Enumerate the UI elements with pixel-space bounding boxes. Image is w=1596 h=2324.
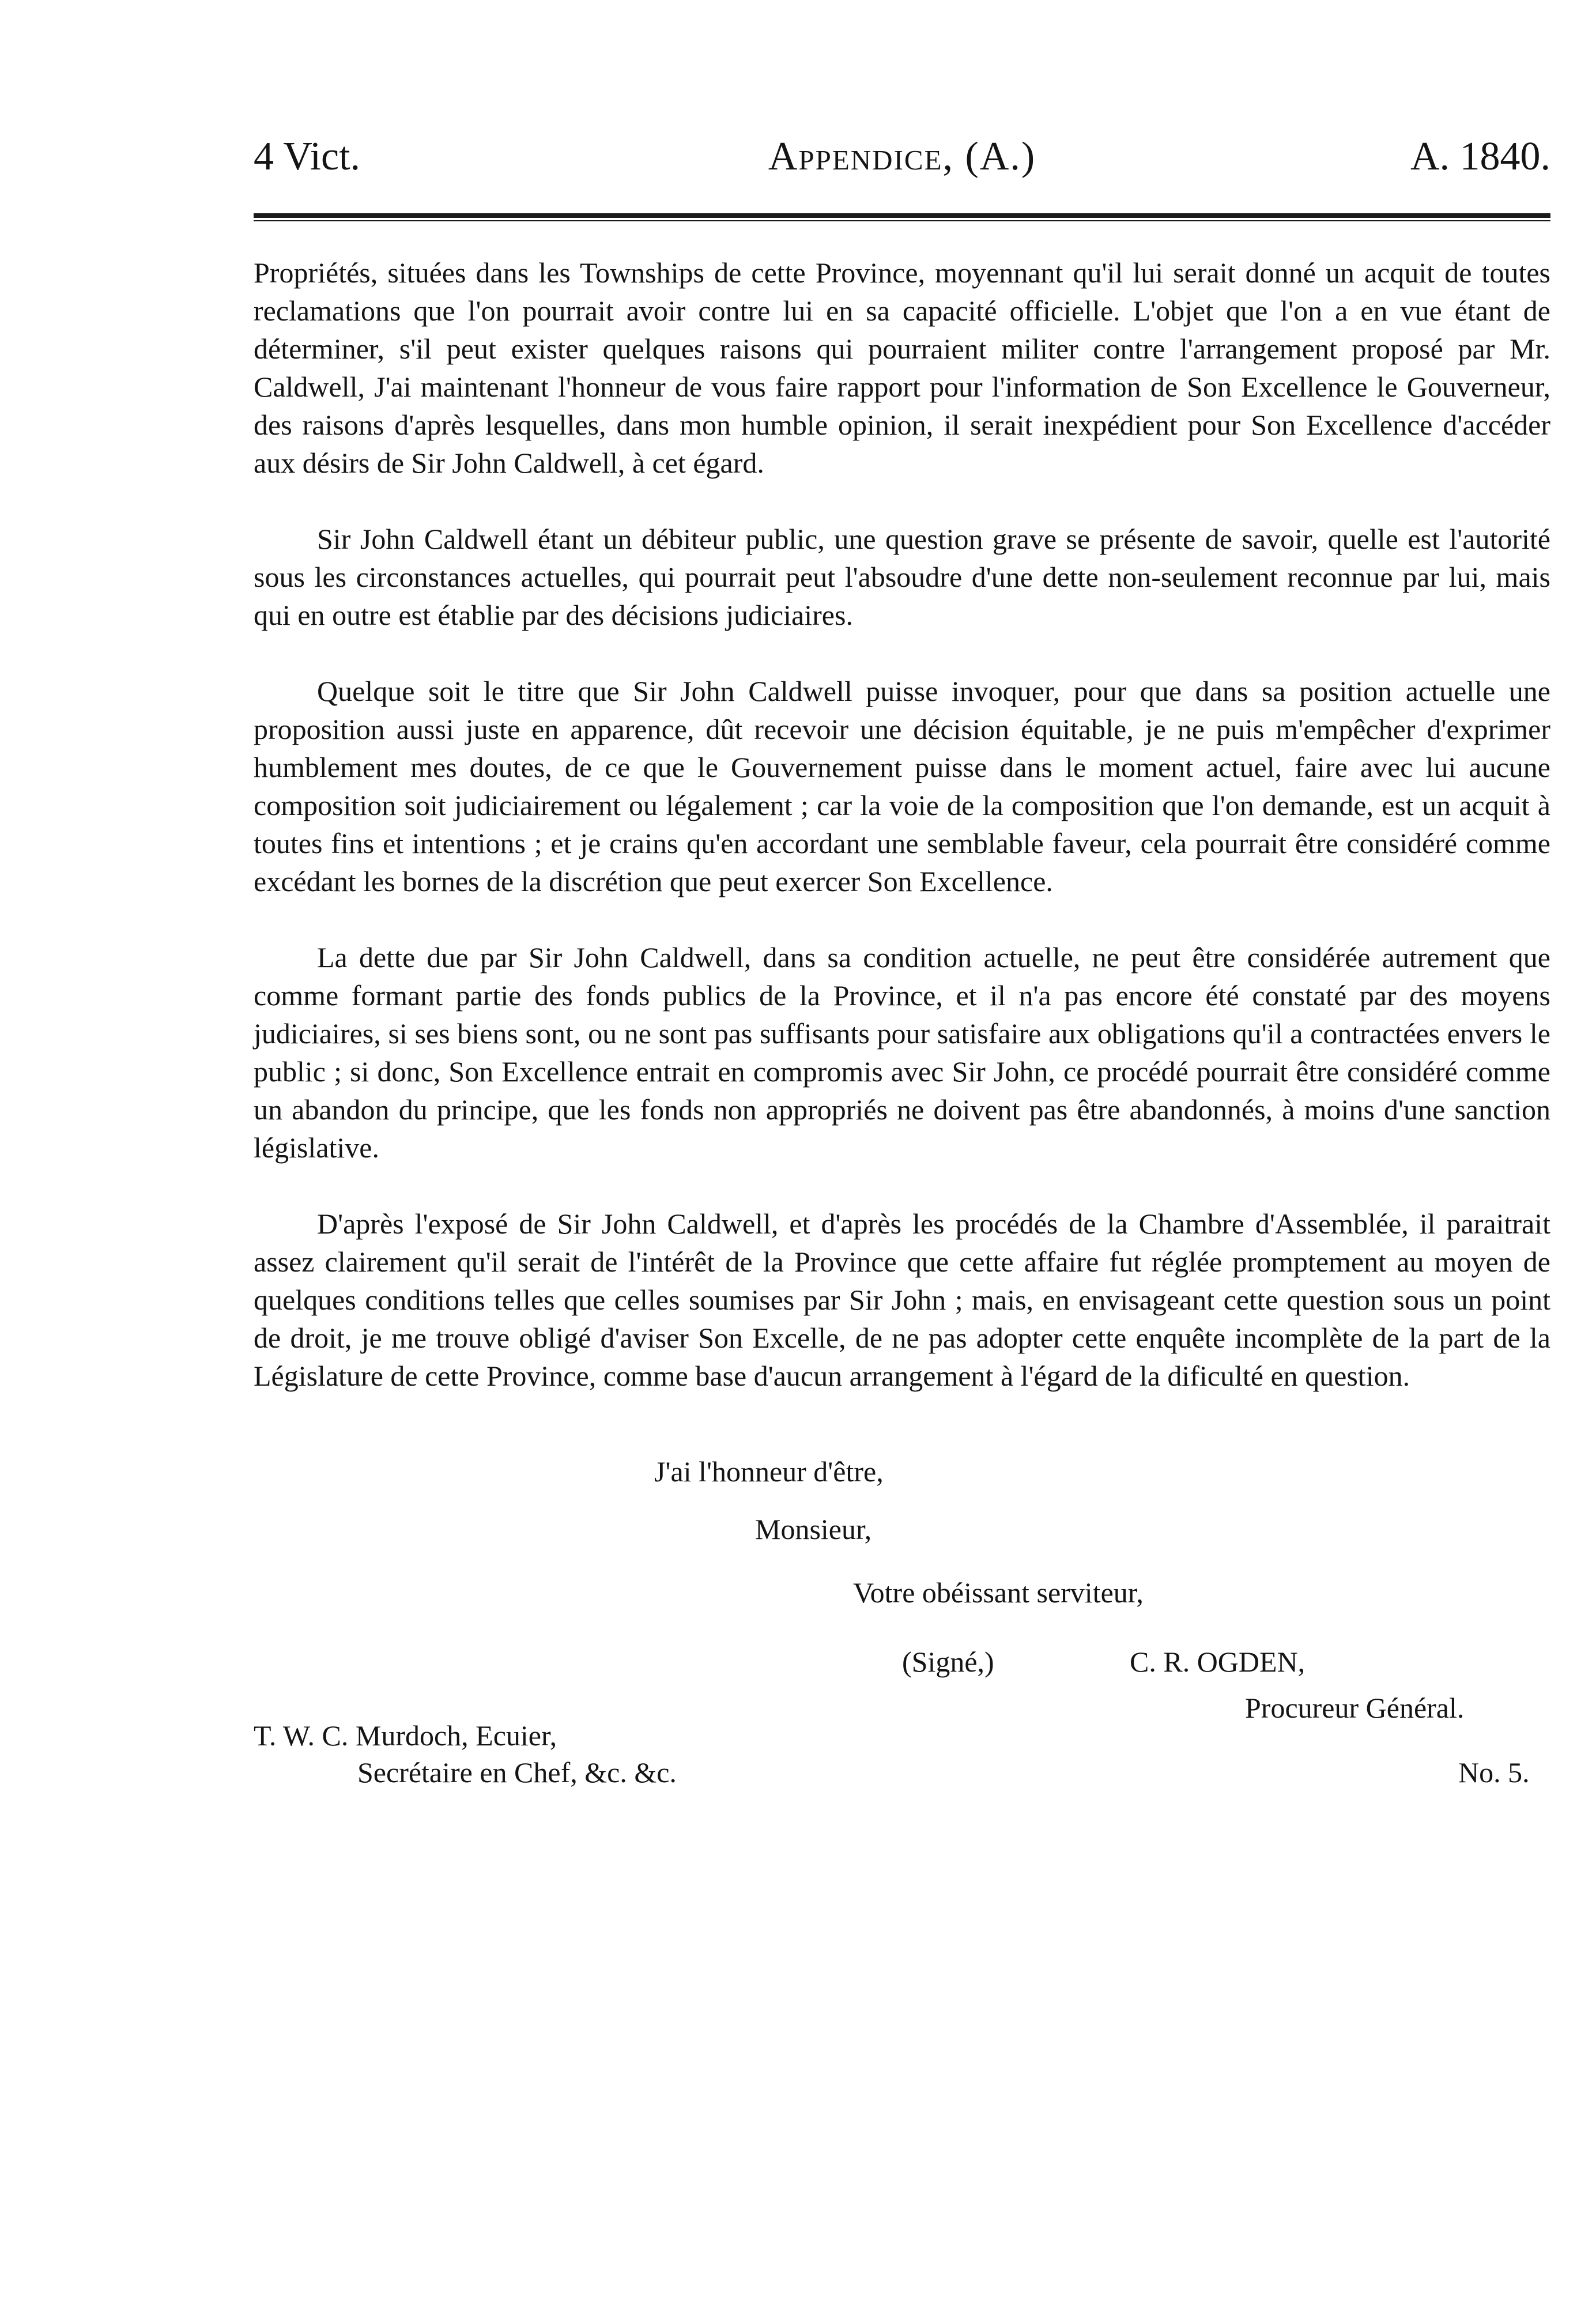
header-year: A. 1840. [1410, 134, 1550, 179]
header-regnal-year: 4 Vict. [254, 134, 361, 179]
paragraph: Quelque soit le titre que Sir John Caldwell puisse invoquer, pour que dans sa position actuelle une proposition aussi juste en apparence, dût recevoir une décision équitable, je ne puis m'empêcher d'exprimer humblement mes doutes, de ce que le Gouvernement puisse dans le moment actuel, faire avec lui aucune composition soit judiciairement ou légalement ; car la voie de la composition que l'on demande, est un acquit à toutes fins et intentions ; et je crains qu'en accordant une semblable faveur, cela pourrait être considéré comme excédant les bornes de la discrétion que peut exercer Son Excellence. [254, 675, 1550, 897]
paragraph: La dette due par Sir John Caldwell, dans sa condition actuelle, ne peut être considérée autrement que comme formant partie des fonds publics de la Province, et il n'a pas encore été constaté par des moyens judiciaires, si ses biens sont, ou ne sont pas suffisants pour satisfaire aux obligations qu'il a contractées envers le public ; si donc, Son Excellence entrait en compromis avec Sir John, ce procédé pourrait être considéré comme un abandon du principe, que les fonds non appropriés ne doivent pas être abandonnés, à moins d'une sanction législative. [254, 941, 1550, 1164]
letter-body [254, 254, 1550, 1433]
paragraph-continuation: Propriétés, situées dans les Townships de cette Province, moyennant qu'il lui serait donné un acquit de toutes reclamations que l'on pourrait avoir contre lui en sa capacité officielle. L'objet que l'on a en vue étant de déterminer, s'il peut exister quelques raisons qui pourraient militer contre l'arrangement proposé par Mr. Caldwell, J'ai maintenant l'honneur de vous faire rapport pour l'information de Son Excellence le Gouverneur, des raisons d'après lesquelles, dans mon humble opinion, il serait inexpédient pour Son Excellence d'accéder aux désirs de Sir John Caldwell, à cet égard. [254, 256, 1550, 479]
signatory-name: C. R. OGDEN, [1130, 1646, 1306, 1678]
signed-label: (Signé,) [902, 1646, 994, 1678]
signatory-title: Procureur Général. [1245, 1692, 1465, 1724]
running-header [254, 128, 1550, 186]
closing-servant: Votre obéissant serviteur, [853, 1576, 1144, 1609]
addressee-name: T. W. C. Murdoch, Ecuier, [254, 1719, 557, 1752]
closing-monsieur: Monsieur, [755, 1513, 872, 1545]
document-number: No. 5. [1458, 1756, 1530, 1789]
header-rule [254, 213, 1550, 221]
paragraph: D'après l'exposé de Sir John Caldwell, et d'après les procédés de la Chambre d'Assemblée, il paraitrait assez clairement qu'il serait de l'intérêt de la Province que cette affaire fut réglée promptement au moyen de quelques conditions telles que celles soumises par Sir John ; mais, en envisageant cette question sous un point de droit, je me trouve obligé d'aviser Son Excelle, de ne pas adopter cette enquête incomplète de la part de la Législature de cette Province, comme base d'aucun arrangement à l'égard de la dificulté en question. [254, 1208, 1550, 1392]
closing-salutation: J'ai l'honneur d'être, [654, 1455, 884, 1488]
paragraph: Sir John Caldwell étant un débiteur public, une question grave se présente de savoir, quelle est l'autorité sous les circonstances actuelles, qui pourrait peut l'absoudre d'une dette non-seulement reconnue par lui, mais qui en outre est établie par des décisions judiciaires. [254, 523, 1550, 631]
header-section-title: Appendice, (A.) [768, 134, 1036, 179]
addressee-title: Secrétaire en Chef, &c. &c. [357, 1756, 677, 1789]
